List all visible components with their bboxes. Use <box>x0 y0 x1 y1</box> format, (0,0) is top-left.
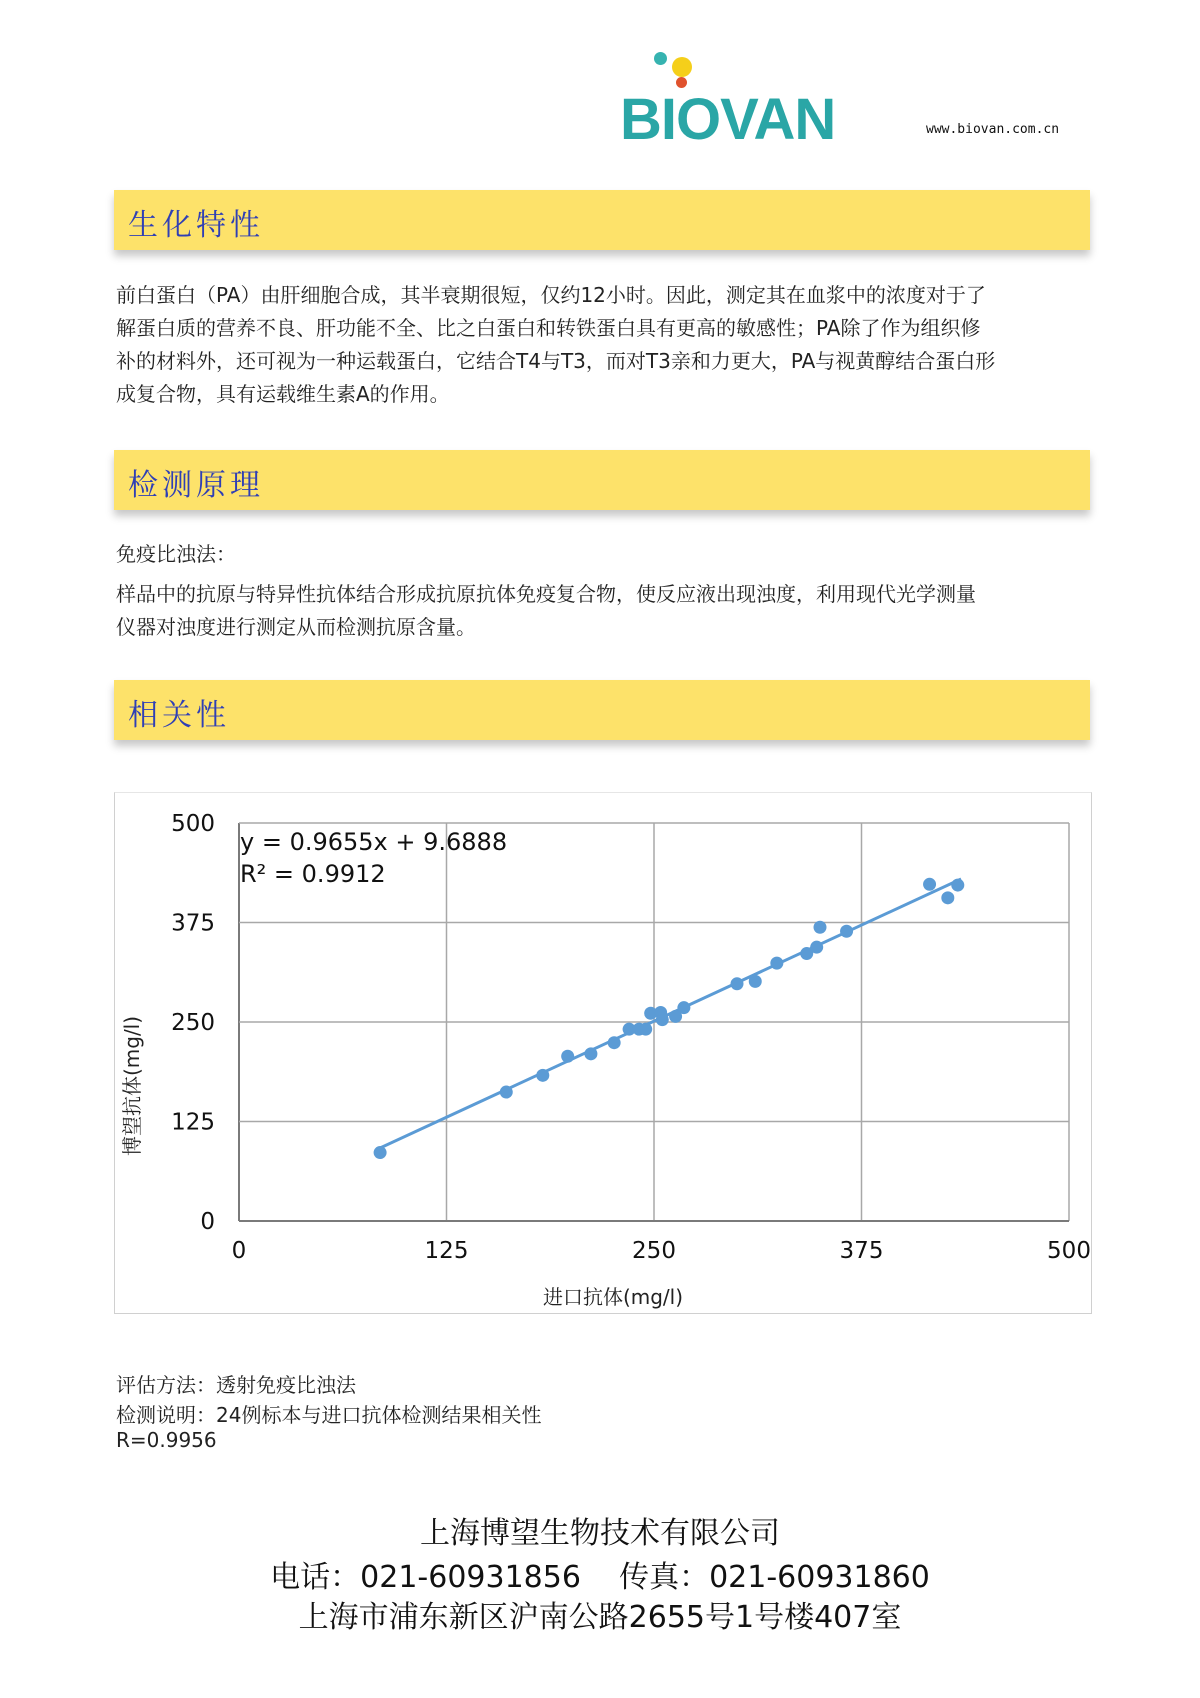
regression-equation: y = 0.9655x + 9.6888 <box>240 828 508 856</box>
r-squared-label: R² = 0.9912 <box>240 860 386 888</box>
x-tick-label: 375 <box>839 1238 884 1264</box>
data-point <box>810 941 823 954</box>
data-point <box>731 977 744 990</box>
data-point <box>814 921 827 934</box>
section-header-correlation <box>114 680 1090 740</box>
data-point <box>749 975 762 988</box>
r-value: R=0.9956 <box>116 1428 217 1452</box>
biochem-line: 成复合物，具有运载维生素A的作用。 <box>116 382 450 406</box>
logo-dot-yellow <box>672 57 692 77</box>
section-header-principle <box>114 450 1090 510</box>
y-tick-label: 250 <box>171 1010 215 1036</box>
biochem-line: 补的材料外，还可视为一种运载蛋白，它结合T4与T3，而对T3亲和力更大，PA与视黄醇结合蛋白形 <box>116 349 996 373</box>
logo-dot-teal <box>654 52 667 65</box>
y-tick-label: 125 <box>171 1109 215 1136</box>
biochem-line: 前白蛋白（PA）由肝细胞合成，其半衰期很短，仅约12小时。因此，测定其在血浆中的浓度对于了 <box>116 283 986 307</box>
y-tick-label: 375 <box>171 910 215 937</box>
data-point <box>677 1001 690 1014</box>
data-point <box>656 1013 669 1026</box>
y-axis-label: 博望抗体(mg/l) <box>120 1015 144 1157</box>
section-title-correlation: 相关性 <box>128 698 230 733</box>
biochem-line: 解蛋白质的营养不良、肝功能不全、比之白蛋白和转铁蛋白具有更高的敏感性；PA除了作为组织修 <box>116 316 981 340</box>
notes-block <box>116 1370 541 1450</box>
principle-paragraph <box>116 578 1096 644</box>
data-point <box>500 1086 513 1099</box>
data-point <box>951 879 964 892</box>
data-point <box>639 1023 652 1036</box>
data-point <box>770 957 783 970</box>
principle-line: 仪器对浊度进行测定从而检测抗原含量。 <box>116 615 476 639</box>
data-point <box>561 1050 574 1063</box>
data-point <box>923 878 936 891</box>
logo-wordmark: BIOVAN <box>620 87 836 152</box>
x-axis-label: 进口抗体(mg/l) <box>542 1285 684 1309</box>
evaluation-method: 评估方法：透射免疫比浊法 <box>116 1373 356 1397</box>
x-tick-label: 500 <box>1047 1238 1091 1264</box>
biochem-paragraph <box>116 279 1096 411</box>
x-tick-label: 0 <box>231 1238 247 1264</box>
principle-line: 样品中的抗原与特异性抗体结合形成抗原抗体免疫复合物，使反应液出现浊度，利用现代光学测量 <box>116 582 976 606</box>
data-point <box>840 925 853 938</box>
company-name: 上海博望生物技术有限公司 <box>420 1516 780 1551</box>
scatter-plot <box>115 793 1091 1313</box>
y-tick-label: 0 <box>200 1209 215 1235</box>
biovan-logo <box>620 48 900 152</box>
y-tick-label: 500 <box>171 811 215 837</box>
principle-method: 免疫比浊法： <box>116 542 236 566</box>
company-address: 上海市浦东新区沪南公路2655号1号楼407室 <box>298 1600 902 1635</box>
test-description: 检测说明：24例标本与进口抗体检测结果相关性 <box>116 1403 542 1427</box>
section-title-principle: 检测原理 <box>128 468 264 503</box>
x-tick-label: 125 <box>424 1238 469 1264</box>
website-url[interactable]: www.biovan.com.cn <box>926 122 1060 137</box>
data-point <box>374 1146 387 1159</box>
data-point <box>536 1069 549 1082</box>
correlation-chart <box>114 792 1092 1314</box>
contact-phones: 电话：021-60931856 传真：021-60931860 <box>270 1560 930 1595</box>
section-title-biochem: 生化特性 <box>128 208 264 243</box>
x-tick-label: 250 <box>632 1238 676 1264</box>
section-header-biochem <box>114 190 1090 250</box>
data-point <box>941 891 954 904</box>
data-point <box>608 1036 621 1049</box>
data-point <box>584 1047 597 1060</box>
